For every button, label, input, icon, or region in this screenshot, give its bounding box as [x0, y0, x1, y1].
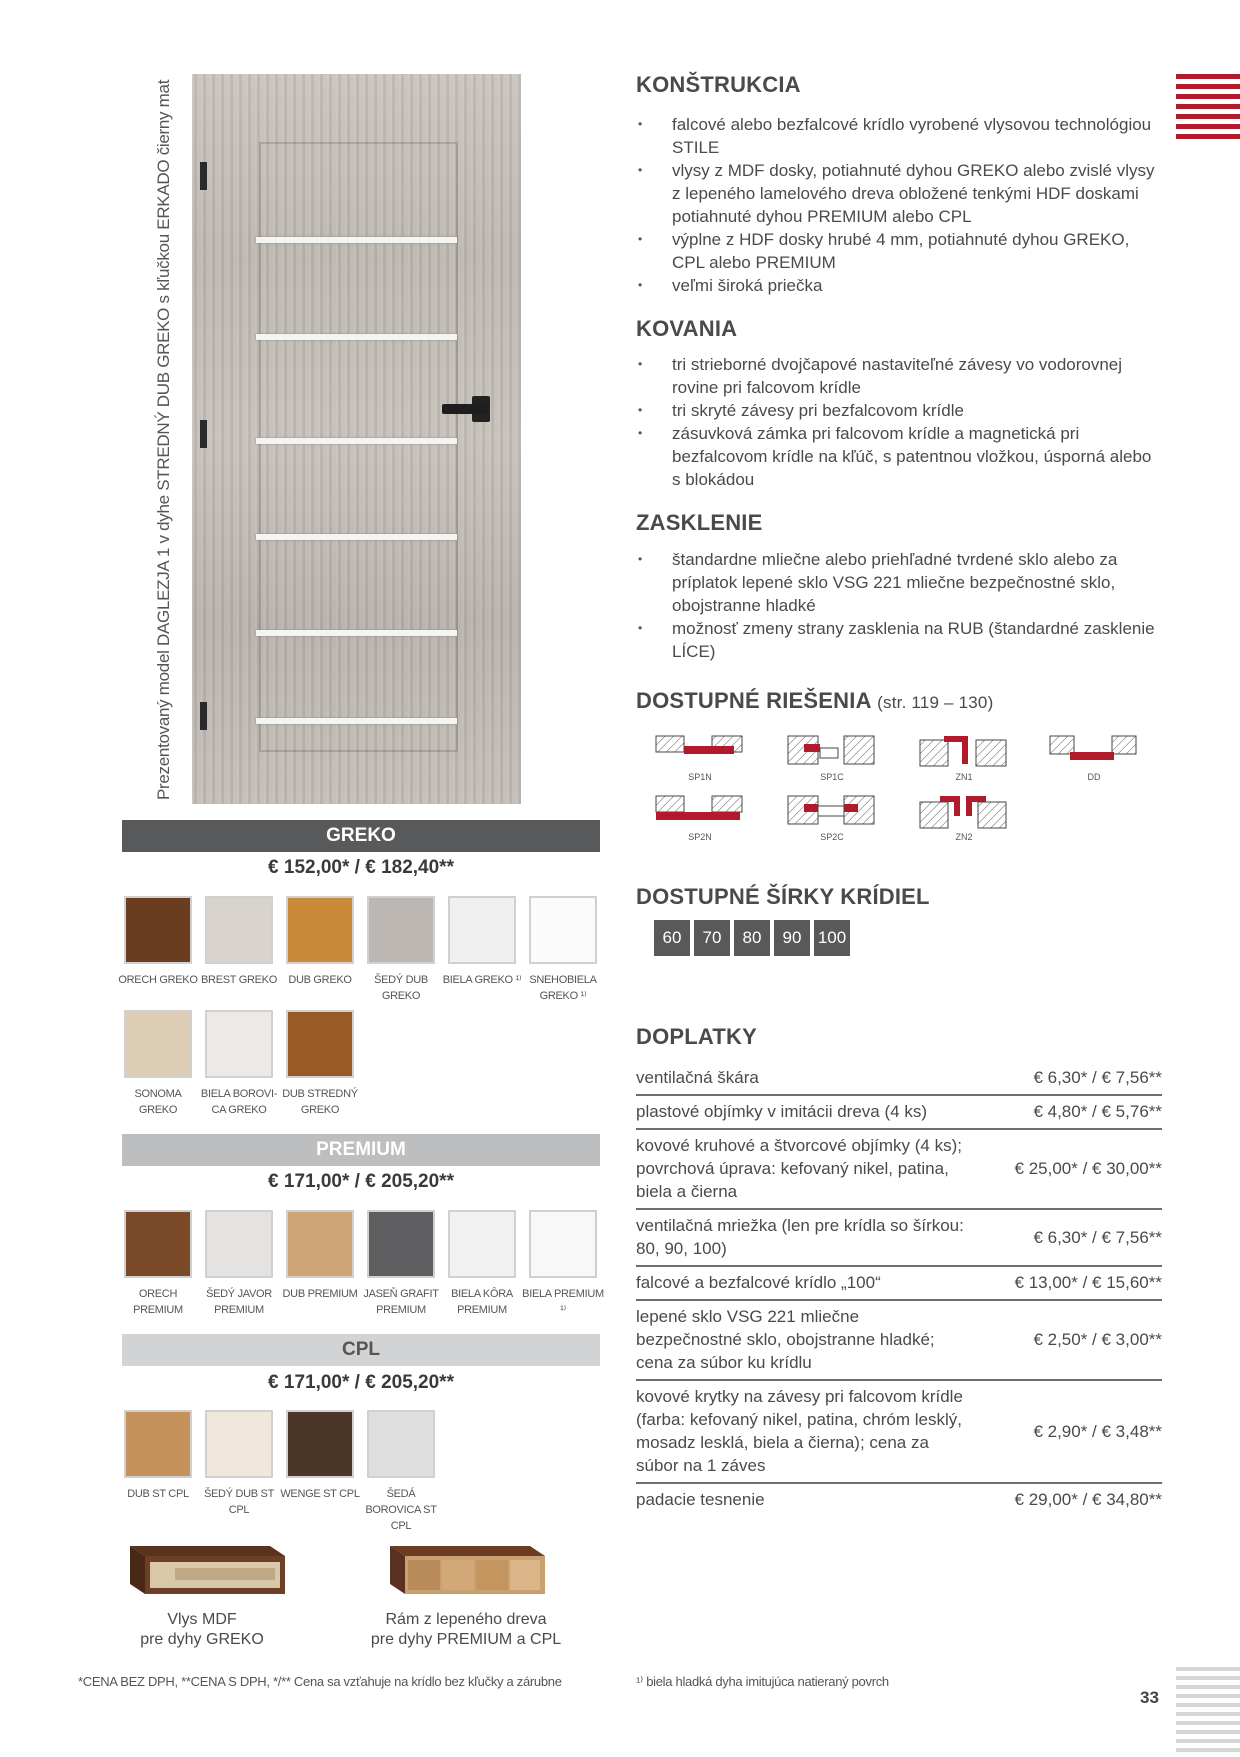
solution-diagram — [784, 732, 880, 792]
lamel-profile-caption: Rám z lepeného dreva pre dyhy PREMIUM a CPL — [370, 1611, 562, 1648]
solution-code: SP2N — [688, 832, 712, 842]
solution-code: SP1N — [688, 772, 712, 782]
doplatky-desc: falcové a bezfalcové krídlo „100“ — [636, 1273, 881, 1292]
width-option: 90 — [774, 920, 810, 956]
doplatky-row — [636, 1484, 1162, 1516]
page-number: 33 — [1140, 1688, 1159, 1707]
cpl-title-bar: CPL — [122, 1334, 600, 1366]
width-option: 100 — [814, 920, 850, 956]
swatch-label: SONOMA GREKO — [134, 1088, 182, 1116]
swatch-greko — [529, 896, 597, 964]
swatch-label: SNEHOBIELA GREKO ¹⁾ — [529, 974, 597, 1002]
doplatky-desc: ventilačná škára — [636, 1068, 759, 1087]
doplatky-row — [636, 1210, 1162, 1267]
zasklenie-list — [636, 548, 1156, 663]
solution-diagram — [652, 732, 748, 792]
swatch-greko — [124, 896, 192, 964]
doplatky-desc: padacie tesnenie — [636, 1490, 765, 1509]
swatch-label: DUB ST CPL — [127, 1488, 189, 1500]
lamel-profile-image — [380, 1536, 550, 1606]
swatch-label: BREST GREKO — [201, 974, 277, 986]
doplatky-desc: kovové kruhové a štvorcové objímky (4 ks); povrchová úprava: kefovaný nikel, patina, biela a čierna — [636, 1136, 962, 1201]
swatch-greko — [205, 896, 273, 964]
solution-code: SP1C — [820, 772, 844, 782]
width-option: 80 — [734, 920, 770, 956]
solution-code: ZN1 — [955, 772, 973, 782]
doplatky-price: € 13,00* / € 15,60** — [1014, 1273, 1162, 1292]
swatch-label: DUB PREMIUM — [282, 1288, 358, 1300]
swatch-label: DUB GREKO — [288, 974, 352, 986]
doplatky-row — [636, 1381, 1162, 1484]
doplatky-table — [636, 1062, 1162, 1516]
swatch-label: ŠEDÝ DUB ST CPL — [203, 1488, 275, 1516]
swatch-label: WENGE ST CPL — [280, 1488, 360, 1500]
swatch-greko — [367, 896, 435, 964]
swatch-cpl — [286, 1410, 354, 1478]
riesenia-heading — [636, 688, 993, 714]
swatch-label: DUB STREDNÝ GREKO — [282, 1088, 358, 1116]
swatch-premium — [367, 1210, 435, 1278]
footnote-prices: *CENA BEZ DPH, **CENA S DPH, */** Cena sa vzťahuje na krídlo bez kľučky a zárubne — [78, 1674, 562, 1689]
doplatky-desc: plastové objímky v imitácii dreva (4 ks) — [636, 1102, 927, 1121]
premium-title-bar: PREMIUM — [122, 1134, 600, 1166]
swatch-cpl — [205, 1410, 273, 1478]
solution-diagram — [1046, 732, 1142, 792]
swatch-label: BIELA PREMIUM ¹⁾ — [522, 1288, 604, 1316]
kovania-item: • zásuvková zámka pri falcovom krídle a magnetická pri bezfalcovom krídle na kľúč, s patentnou vložkou, úsporná alebo s blokádou — [636, 422, 1156, 491]
swatch-label: ŠEDÁ BOROVICA ST CPL — [365, 1488, 437, 1532]
doplatky-row — [636, 1062, 1162, 1096]
riesenia-pages: (str. 119 – 130) — [877, 693, 994, 712]
decorative-red-stripes — [1176, 74, 1240, 144]
greko-price: € 152,00* / € 182,40** — [268, 857, 454, 878]
doplatky-desc: lepené sklo VSG 221 mliečne bezpečnostné sklo, obojstranne hladké; cena za súbor ku krídlu — [636, 1307, 935, 1372]
doplatky-price: € 6,30* / € 7,56** — [1033, 1227, 1162, 1247]
swatch-premium — [205, 1210, 273, 1278]
solution-diagram — [784, 792, 880, 852]
doplatky-row — [636, 1096, 1162, 1130]
swatch-greko — [286, 896, 354, 964]
swatch-label: BIELA GREKO ¹⁾ — [442, 974, 522, 986]
konstrukcia-item: • falcové alebo bezfalcové krídlo vyrobené vlysovou technológiou STILE — [636, 113, 1156, 159]
door-image — [192, 74, 521, 804]
greko-title-bar: GREKO — [122, 820, 600, 852]
zasklenie-heading: ZASKLENIE — [636, 510, 763, 535]
kovania-list — [636, 353, 1156, 491]
swatch-label: JASEŇ GRAFIT PREMIUM — [363, 1288, 439, 1316]
doplatky-price: € 2,50* / € 3,00** — [1033, 1330, 1162, 1349]
doplatky-desc: ventilačná mriežka (len pre krídla so šírkou: 80, 90, 100) — [636, 1216, 964, 1258]
swatch-premium — [448, 1210, 516, 1278]
solution-code: SP2C — [820, 832, 844, 842]
zasklenie-item: • štandardne mliečne alebo priehľadné tvrdené sklo alebo za príplatok lepené sklo VSG 221 mliečne bezpečnostné sklo, obojstranne hladké — [636, 548, 1156, 617]
solution-code: DD — [1087, 772, 1101, 782]
solution-diagram — [916, 732, 1012, 792]
solution-diagram — [916, 792, 1012, 852]
zasklenie-item: • možnosť zmeny strany zasklenia na RUB (štandardné zasklenie LÍCE) — [636, 617, 1156, 663]
kovania-heading: KOVANIA — [636, 316, 738, 341]
swatch-greko — [286, 1010, 354, 1078]
decorative-grey-stripes — [1176, 1667, 1240, 1757]
solution-diagram — [652, 792, 748, 852]
width-options — [654, 920, 850, 956]
doplatky-price: € 25,00* / € 30,00** — [1014, 1159, 1162, 1178]
mdf-profile-caption: Vlys MDF pre dyhy GREKO — [140, 1611, 264, 1648]
doplatky-heading: DOPLATKY — [636, 1024, 757, 1049]
doplatky-price: € 29,00* / € 34,80** — [1014, 1490, 1162, 1509]
swatch-cpl — [367, 1410, 435, 1478]
kovania-item: • tri skryté závesy pri bezfalcovom krídle — [636, 399, 1156, 422]
swatch-greko — [448, 896, 516, 964]
swatch-greko — [205, 1010, 273, 1078]
kovania-item: • tri strieborné dvojčapové nastaviteľné závesy vo vodorovnej rovine pri falcovom krídle — [636, 353, 1156, 399]
konstrukcia-heading: KONŠTRUKCIA — [636, 72, 801, 97]
cpl-price: € 171,00* / € 205,20** — [268, 1372, 454, 1393]
swatch-label: ŠEDÝ JAVOR PREMIUM — [206, 1288, 272, 1316]
width-option: 70 — [694, 920, 730, 956]
door-handle — [442, 404, 488, 414]
doplatky-price: € 4,80* / € 5,76** — [1033, 1102, 1162, 1121]
konstrukcia-item: • veľmi široká priečka — [636, 274, 1156, 297]
doplatky-price: € 2,90* / € 3,48** — [1033, 1421, 1162, 1441]
swatch-label: BIELA BOROVI-CA GREKO — [200, 1088, 278, 1116]
door-caption: Prezentovaný model DAGLEZJA 1 v dyhe STREDNÝ DUB GREKO s kľučkou ERKADO čierny mat — [154, 79, 173, 800]
swatch-greko — [124, 1010, 192, 1078]
riesenia-title: DOSTUPNÉ RIEŠENIA — [636, 688, 871, 713]
swatch-cpl — [124, 1410, 192, 1478]
swatch-label: ORECH GREKO — [118, 974, 198, 986]
solution-code: ZN2 — [955, 832, 973, 842]
doplatky-row — [636, 1301, 1162, 1381]
premium-price: € 171,00* / € 205,20** — [268, 1171, 454, 1192]
doplatky-price: € 6,30* / € 7,56** — [1033, 1068, 1162, 1087]
swatch-label: ORECH PREMIUM — [133, 1288, 183, 1316]
mdf-profile-image — [120, 1536, 290, 1606]
swatch-premium — [529, 1210, 597, 1278]
doplatky-row — [636, 1130, 1162, 1210]
swatch-label: BIELA KÔRA PREMIUM — [451, 1288, 513, 1316]
swatch-premium — [124, 1210, 192, 1278]
sirky-heading: DOSTUPNÉ ŠÍRKY KRÍDIEL — [636, 884, 930, 909]
konstrukcia-list — [636, 113, 1156, 297]
width-option: 60 — [654, 920, 690, 956]
doplatky-desc: kovové krytky na závesy pri falcovom krídle (farba: kefovaný nikel, patina, chróm lesklý, mosadz lesklá, biela a čierna); cena za súbor na 1 záves — [636, 1387, 963, 1475]
konstrukcia-item: • vlysy z MDF dosky, potiahnuté dyhou GREKO alebo zvislé vlysy z lepeného lamelového dreva obložené tenkými HDF doskami potiahnuté dyhou PREMIUM alebo CPL — [636, 159, 1156, 228]
doplatky-row — [636, 1267, 1162, 1301]
swatch-premium — [286, 1210, 354, 1278]
footnote-biela: ¹⁾ biela hladká dyha imitujúca natieraný povrch — [636, 1674, 889, 1689]
konstrukcia-item: • výplne z HDF dosky hrubé 4 mm, potiahnuté dyhou GREKO, CPL alebo PREMIUM — [636, 228, 1156, 274]
swatch-label: ŠEDÝ DUB GREKO — [374, 974, 428, 1002]
